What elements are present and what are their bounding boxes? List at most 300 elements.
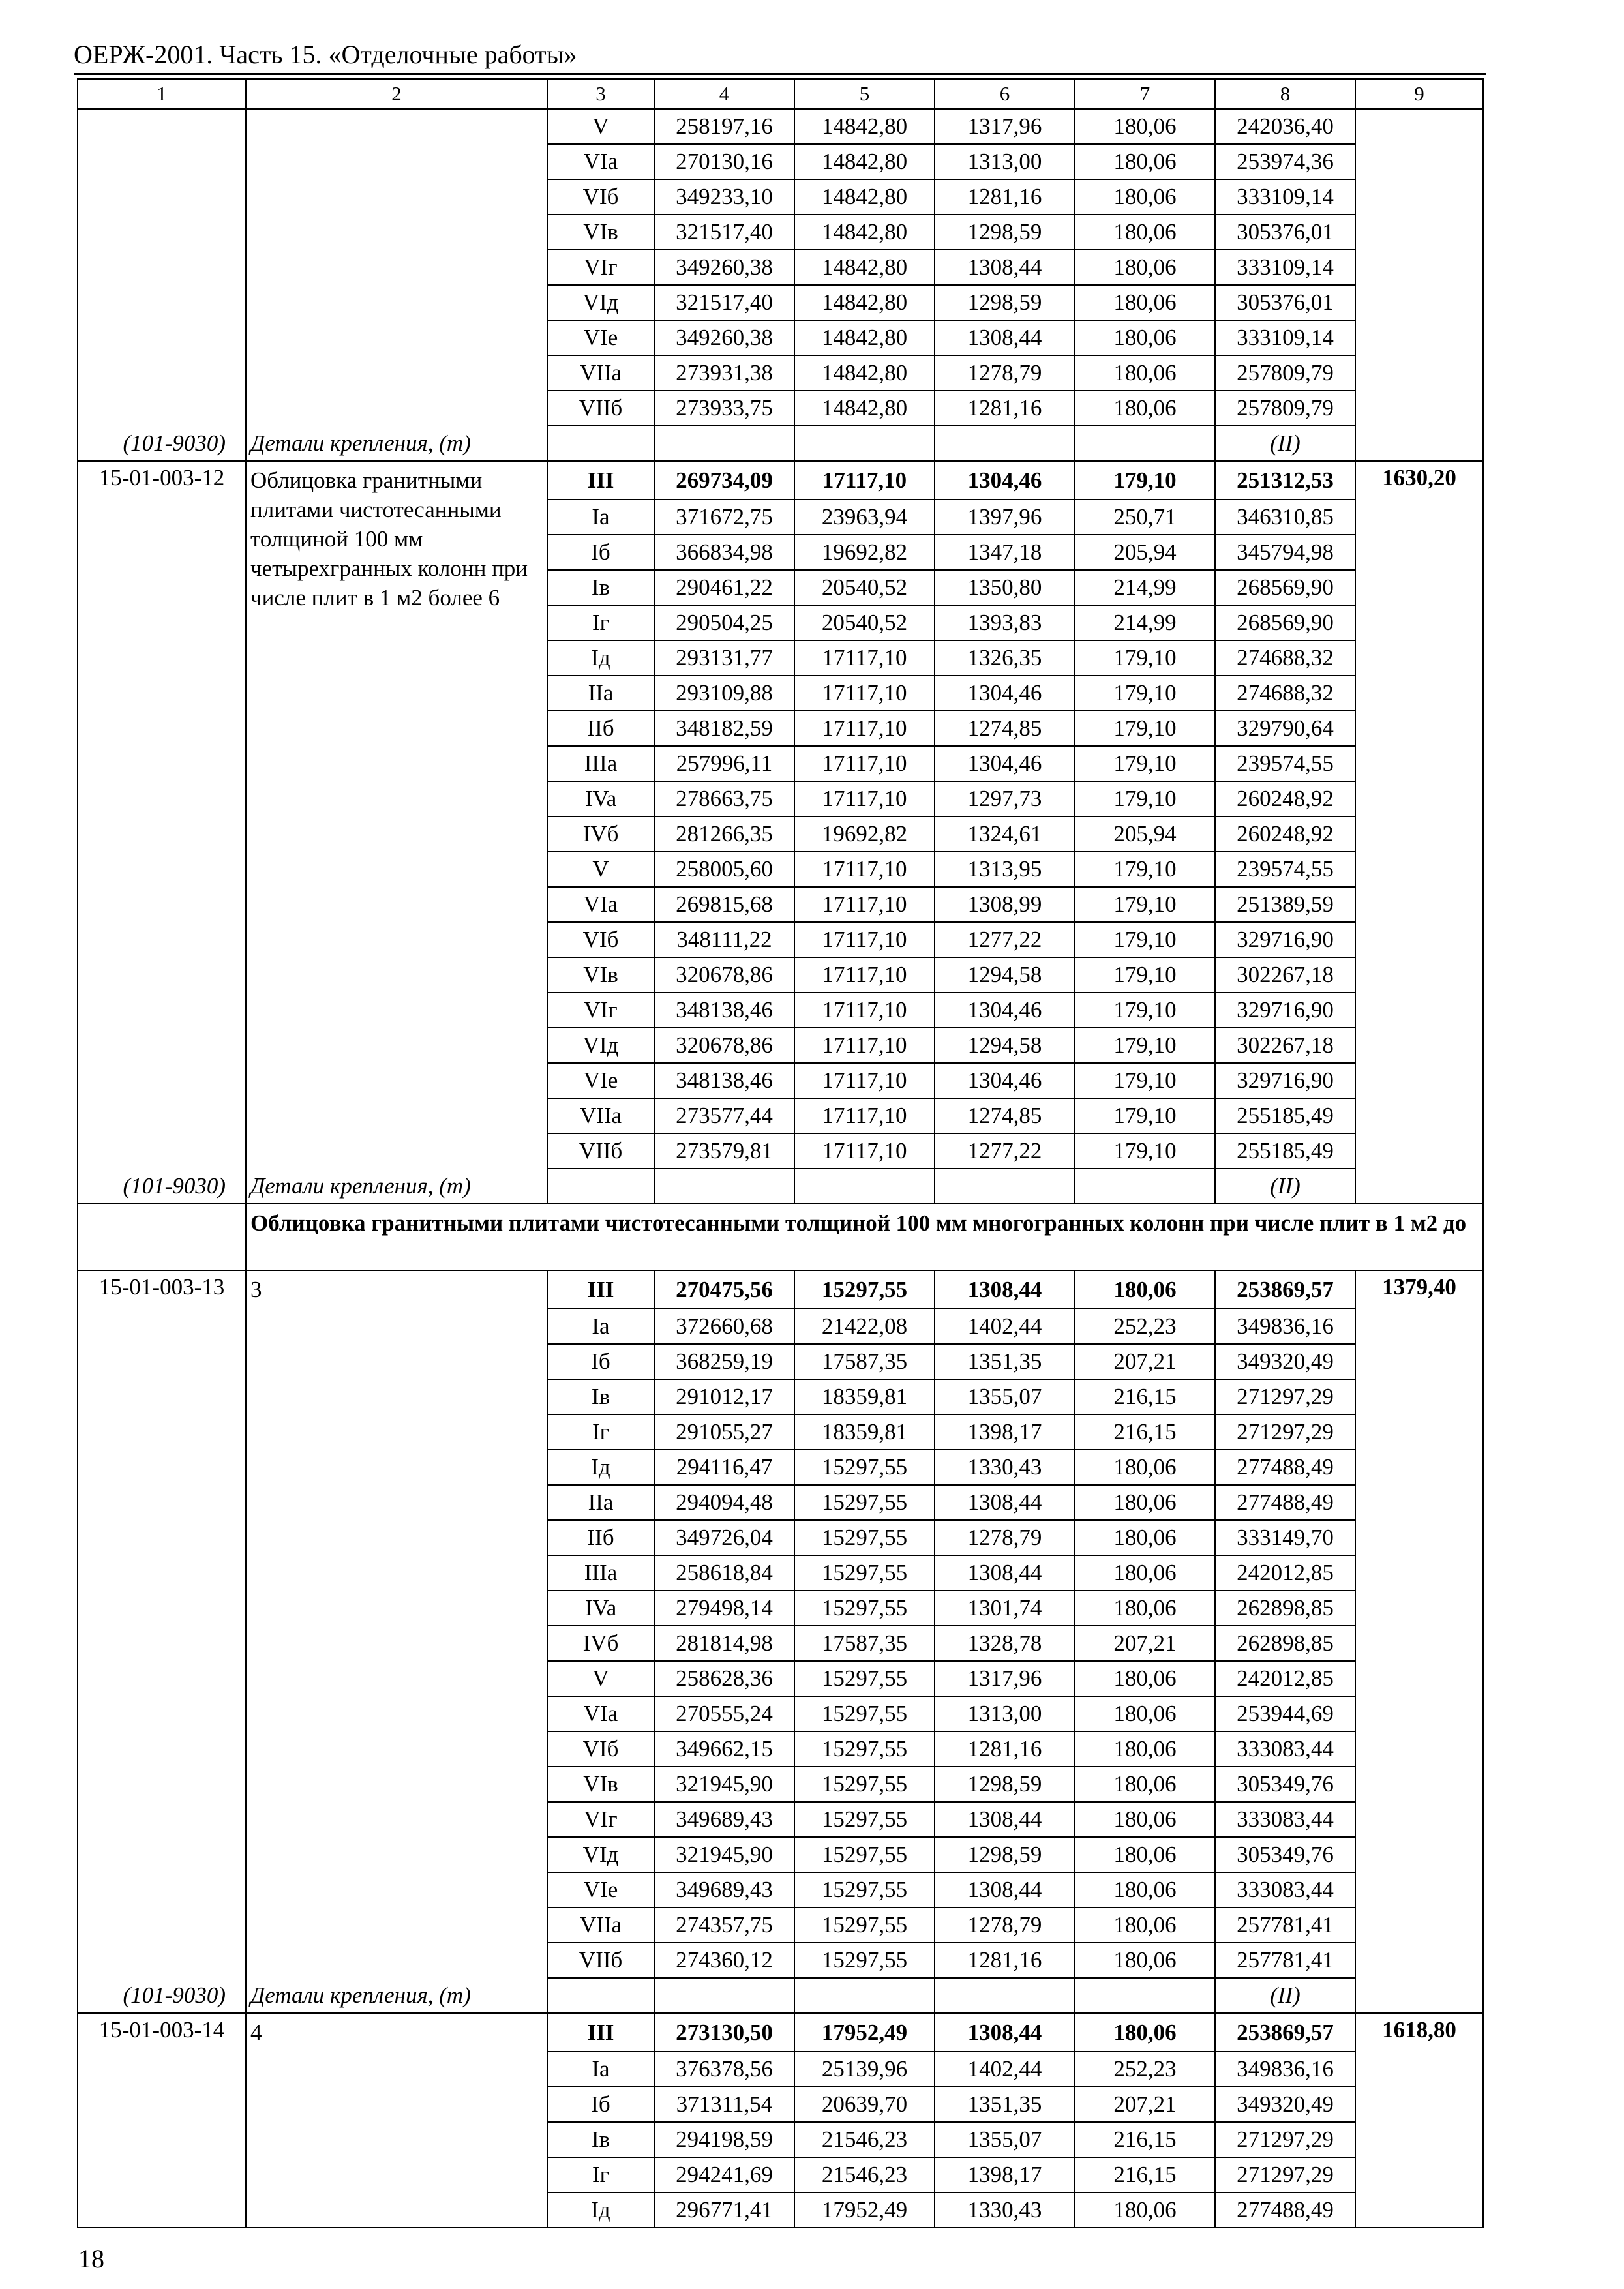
value-cell: 180,06 bbox=[1075, 144, 1215, 179]
zone-label: Iд bbox=[547, 640, 654, 676]
code-cell bbox=[78, 993, 246, 1028]
code-cell bbox=[78, 2052, 246, 2087]
table-row bbox=[78, 711, 1483, 746]
total-cell bbox=[1355, 1837, 1483, 1872]
empty-cell bbox=[794, 1169, 935, 1204]
value-cell: 15297,55 bbox=[794, 1802, 935, 1837]
value-cell: 251389,59 bbox=[1215, 887, 1355, 922]
zone-label: VIa bbox=[547, 887, 654, 922]
value-cell: 1398,17 bbox=[935, 2157, 1075, 2192]
table-row bbox=[78, 993, 1483, 1028]
code-cell bbox=[78, 535, 246, 570]
value-cell: 242012,85 bbox=[1215, 1661, 1355, 1696]
name-cell bbox=[246, 215, 547, 250]
table-row bbox=[78, 144, 1483, 179]
value-cell: 1294,58 bbox=[935, 1028, 1075, 1063]
empty-cell bbox=[547, 426, 654, 461]
value-cell: 271297,29 bbox=[1215, 1414, 1355, 1450]
code-cell bbox=[78, 1309, 246, 1344]
zone-label: VIIб bbox=[547, 1133, 654, 1169]
value-cell: 17117,10 bbox=[794, 993, 935, 1028]
column-header: 2 bbox=[246, 79, 547, 109]
code-cell bbox=[78, 746, 246, 781]
total-cell bbox=[1355, 993, 1483, 1028]
total-cell bbox=[1355, 1696, 1483, 1731]
value-cell: 17952,49 bbox=[794, 2013, 935, 2052]
fixings-unit: (II) bbox=[1215, 426, 1355, 461]
name-cell bbox=[246, 1309, 547, 1344]
zone-label: IIa bbox=[547, 1485, 654, 1520]
value-cell: 1355,07 bbox=[935, 2122, 1075, 2157]
total-cell bbox=[1355, 1908, 1483, 1943]
code-cell bbox=[78, 605, 246, 640]
total-cell bbox=[1355, 605, 1483, 640]
empty-cell bbox=[1355, 1169, 1483, 1204]
value-cell: 1298,59 bbox=[935, 1767, 1075, 1802]
value-cell: 180,06 bbox=[1075, 2013, 1215, 2052]
code-cell bbox=[78, 1450, 246, 1485]
value-cell: 15297,55 bbox=[794, 1872, 935, 1908]
table-row bbox=[78, 109, 1483, 144]
value-cell: 345794,98 bbox=[1215, 535, 1355, 570]
value-cell: 366834,98 bbox=[654, 535, 794, 570]
column-header: 3 bbox=[547, 79, 654, 109]
name-cell bbox=[246, 781, 547, 816]
value-cell: 17117,10 bbox=[794, 640, 935, 676]
value-cell: 1281,16 bbox=[935, 1943, 1075, 1978]
zone-label: VIIa bbox=[547, 355, 654, 391]
name-cell bbox=[246, 640, 547, 676]
code-cell bbox=[78, 922, 246, 957]
document-header: ОЕРЖ-2001. Часть 15. «Отделочные работы» bbox=[74, 40, 577, 69]
value-cell: 19692,82 bbox=[794, 816, 935, 852]
value-cell: 269734,09 bbox=[654, 461, 794, 500]
zone-label: VIг bbox=[547, 1802, 654, 1837]
table-row bbox=[78, 1520, 1483, 1555]
value-cell: 180,06 bbox=[1075, 2192, 1215, 2228]
value-cell: 25139,96 bbox=[794, 2052, 935, 2087]
value-cell: 274688,32 bbox=[1215, 676, 1355, 711]
value-cell: 1351,35 bbox=[935, 1344, 1075, 1379]
value-cell: 371311,54 bbox=[654, 2087, 794, 2122]
value-cell: 1304,46 bbox=[935, 676, 1075, 711]
code-cell bbox=[78, 1802, 246, 1837]
value-cell: 179,10 bbox=[1075, 461, 1215, 500]
value-cell: 1308,99 bbox=[935, 887, 1075, 922]
value-cell: 1398,17 bbox=[935, 1414, 1075, 1450]
total-cell bbox=[1355, 2192, 1483, 2228]
value-cell: 262898,85 bbox=[1215, 1591, 1355, 1626]
table-row bbox=[78, 320, 1483, 355]
value-cell: 274360,12 bbox=[654, 1943, 794, 1978]
total-cell bbox=[1355, 179, 1483, 215]
table-row bbox=[78, 1591, 1483, 1626]
name-cell bbox=[246, 1344, 547, 1379]
name-cell bbox=[246, 355, 547, 391]
value-cell: 257809,79 bbox=[1215, 391, 1355, 426]
total-cell bbox=[1355, 2087, 1483, 2122]
total-cell bbox=[1355, 1802, 1483, 1837]
name-cell bbox=[246, 1028, 547, 1063]
zone-label: Iг bbox=[547, 1414, 654, 1450]
total-cell bbox=[1355, 1485, 1483, 1520]
code-cell bbox=[78, 1943, 246, 1978]
value-cell: 1277,22 bbox=[935, 922, 1075, 957]
column-header: 9 bbox=[1355, 79, 1483, 109]
table-row bbox=[78, 2087, 1483, 2122]
value-cell: 274688,32 bbox=[1215, 640, 1355, 676]
value-cell: 1330,43 bbox=[935, 1450, 1075, 1485]
fixings-unit: (II) bbox=[1215, 1169, 1355, 1204]
value-cell: 273577,44 bbox=[654, 1098, 794, 1133]
value-cell: 321517,40 bbox=[654, 215, 794, 250]
value-cell: 17117,10 bbox=[794, 1133, 935, 1169]
total-cell bbox=[1355, 852, 1483, 887]
empty-cell bbox=[547, 1978, 654, 2013]
value-cell: 15297,55 bbox=[794, 1591, 935, 1626]
zone-label: Ia bbox=[547, 2052, 654, 2087]
name-cell bbox=[246, 320, 547, 355]
name-cell bbox=[246, 1485, 547, 1520]
name-cell bbox=[246, 179, 547, 215]
value-cell: 1281,16 bbox=[935, 1731, 1075, 1767]
value-cell: 179,10 bbox=[1075, 852, 1215, 887]
code-cell bbox=[78, 1520, 246, 1555]
value-cell: 320678,86 bbox=[654, 957, 794, 993]
value-cell: 1278,79 bbox=[935, 355, 1075, 391]
code-cell bbox=[78, 1028, 246, 1063]
zone-label: IIIa bbox=[547, 1555, 654, 1591]
value-cell: 242012,85 bbox=[1215, 1555, 1355, 1591]
total-cell bbox=[1355, 1520, 1483, 1555]
table-row bbox=[78, 355, 1483, 391]
value-cell: 15297,55 bbox=[794, 1270, 935, 1309]
zone-label: VIд bbox=[547, 1837, 654, 1872]
value-cell: 349662,15 bbox=[654, 1731, 794, 1767]
name-cell bbox=[246, 2157, 547, 2192]
value-cell: 260248,92 bbox=[1215, 781, 1355, 816]
name-cell bbox=[246, 1908, 547, 1943]
total-cell bbox=[1355, 1731, 1483, 1767]
table-row bbox=[78, 1098, 1483, 1133]
empty-cell bbox=[935, 426, 1075, 461]
total-cell bbox=[1355, 781, 1483, 816]
value-cell: 271297,29 bbox=[1215, 1379, 1355, 1414]
value-cell: 250,71 bbox=[1075, 500, 1215, 535]
value-cell: 180,06 bbox=[1075, 391, 1215, 426]
value-cell: 1308,44 bbox=[935, 1555, 1075, 1591]
total-cell bbox=[1355, 250, 1483, 285]
value-cell: 1324,61 bbox=[935, 816, 1075, 852]
value-cell: 268569,90 bbox=[1215, 570, 1355, 605]
table-row bbox=[78, 1270, 1483, 1309]
code-cell bbox=[78, 1591, 246, 1626]
value-cell: 348111,22 bbox=[654, 922, 794, 957]
value-cell: 180,06 bbox=[1075, 250, 1215, 285]
code-cell bbox=[78, 285, 246, 320]
zone-label: VIIб bbox=[547, 391, 654, 426]
name-cell bbox=[246, 1520, 547, 1555]
code-cell bbox=[78, 250, 246, 285]
value-cell: 321517,40 bbox=[654, 285, 794, 320]
name-cell bbox=[246, 2122, 547, 2157]
value-cell: 21546,23 bbox=[794, 2157, 935, 2192]
value-cell: 290504,25 bbox=[654, 605, 794, 640]
value-cell: 349260,38 bbox=[654, 320, 794, 355]
value-cell: 216,15 bbox=[1075, 1379, 1215, 1414]
total-cell bbox=[1355, 1872, 1483, 1908]
name-cell bbox=[246, 1098, 547, 1133]
table-row bbox=[78, 887, 1483, 922]
zone-label: VIб bbox=[547, 1731, 654, 1767]
total-cell bbox=[1355, 676, 1483, 711]
item-name: Облицовка гранитными плитами чистотесанными толщиной 100 мм четырехгранных колонн при числе плит в 1 м2 более 6 bbox=[246, 461, 547, 640]
total-cell bbox=[1355, 320, 1483, 355]
zone-label: IVб bbox=[547, 1626, 654, 1661]
empty-cell bbox=[935, 1978, 1075, 2013]
name-cell bbox=[246, 852, 547, 887]
value-cell: 1313,00 bbox=[935, 144, 1075, 179]
zone-label: Iв bbox=[547, 2122, 654, 2157]
section-title: Облицовка гранитными плитами чистотесанными толщиной 100 мм многогранных колонн при числе плит в 1 м2 до bbox=[246, 1204, 1483, 1270]
code-cell bbox=[78, 355, 246, 391]
table-row bbox=[78, 2192, 1483, 2228]
table-row bbox=[78, 676, 1483, 711]
value-cell: 1402,44 bbox=[935, 2052, 1075, 2087]
zone-label: IIIa bbox=[547, 746, 654, 781]
value-cell: 368259,19 bbox=[654, 1344, 794, 1379]
table-row bbox=[78, 1837, 1483, 1872]
column-header: 5 bbox=[794, 79, 935, 109]
total-cell bbox=[1355, 2157, 1483, 2192]
value-cell: 180,06 bbox=[1075, 1837, 1215, 1872]
value-cell: 321945,90 bbox=[654, 1767, 794, 1802]
value-cell: 349836,16 bbox=[1215, 1309, 1355, 1344]
value-cell: 18359,81 bbox=[794, 1414, 935, 1450]
zone-label: V bbox=[547, 852, 654, 887]
table-row bbox=[78, 1485, 1483, 1520]
value-cell: 180,06 bbox=[1075, 1661, 1215, 1696]
code-cell bbox=[78, 109, 246, 144]
value-cell: 15297,55 bbox=[794, 1731, 935, 1767]
value-cell: 207,21 bbox=[1075, 1626, 1215, 1661]
table-row bbox=[78, 1450, 1483, 1485]
value-cell: 1308,44 bbox=[935, 2013, 1075, 2052]
value-cell: 1274,85 bbox=[935, 711, 1075, 746]
value-cell: 179,10 bbox=[1075, 1028, 1215, 1063]
total-cell bbox=[1355, 640, 1483, 676]
value-cell: 14842,80 bbox=[794, 109, 935, 144]
empty-cell bbox=[1355, 1978, 1483, 2013]
value-cell: 278663,75 bbox=[654, 781, 794, 816]
value-cell: 1328,78 bbox=[935, 1626, 1075, 1661]
table-row bbox=[78, 1028, 1483, 1063]
total-cell bbox=[1355, 535, 1483, 570]
zone-label: VIд bbox=[547, 1028, 654, 1063]
value-cell: 180,06 bbox=[1075, 1943, 1215, 1978]
value-cell: 273931,38 bbox=[654, 355, 794, 391]
zone-label: Iд bbox=[547, 1450, 654, 1485]
value-cell: 180,06 bbox=[1075, 320, 1215, 355]
zone-label: Iв bbox=[547, 1379, 654, 1414]
value-cell: 14842,80 bbox=[794, 355, 935, 391]
value-cell: 1304,46 bbox=[935, 461, 1075, 500]
empty-cell bbox=[794, 1978, 935, 2013]
value-cell: 271297,29 bbox=[1215, 2122, 1355, 2157]
zone-label: V bbox=[547, 109, 654, 144]
value-cell: 251312,53 bbox=[1215, 461, 1355, 500]
value-cell: 333109,14 bbox=[1215, 320, 1355, 355]
name-cell bbox=[246, 1379, 547, 1414]
value-cell: 252,23 bbox=[1075, 2052, 1215, 2087]
item-name: 4 bbox=[246, 2013, 547, 2052]
value-cell: 293131,77 bbox=[654, 640, 794, 676]
name-cell bbox=[246, 1555, 547, 1591]
fixings-label: Детали крепления, (т) bbox=[246, 1978, 547, 2013]
zone-label: Iб bbox=[547, 1344, 654, 1379]
name-cell bbox=[246, 1943, 547, 1978]
value-cell: 1313,95 bbox=[935, 852, 1075, 887]
code-cell bbox=[78, 1555, 246, 1591]
zone-label: VIIa bbox=[547, 1908, 654, 1943]
value-cell: 15297,55 bbox=[794, 1696, 935, 1731]
total-cell bbox=[1355, 1450, 1483, 1485]
zone-label: Iб bbox=[547, 2087, 654, 2122]
table-row bbox=[78, 391, 1483, 426]
code-cell bbox=[78, 2157, 246, 2192]
value-cell: 349836,16 bbox=[1215, 2052, 1355, 2087]
value-cell: 239574,55 bbox=[1215, 852, 1355, 887]
value-cell: 17117,10 bbox=[794, 1098, 935, 1133]
value-cell: 17117,10 bbox=[794, 676, 935, 711]
value-cell: 1298,59 bbox=[935, 1837, 1075, 1872]
value-cell: 239574,55 bbox=[1215, 746, 1355, 781]
table-row bbox=[78, 1063, 1483, 1098]
zone-label: VIв bbox=[547, 215, 654, 250]
table-row bbox=[78, 2157, 1483, 2192]
name-cell bbox=[246, 391, 547, 426]
value-cell: 15297,55 bbox=[794, 1908, 935, 1943]
code-cell bbox=[78, 1626, 246, 1661]
value-cell: 1281,16 bbox=[935, 391, 1075, 426]
code-cell bbox=[78, 1344, 246, 1379]
value-cell: 180,06 bbox=[1075, 215, 1215, 250]
total-cell bbox=[1355, 1943, 1483, 1978]
table-row bbox=[78, 1872, 1483, 1908]
zone-label: Iд bbox=[547, 2192, 654, 2228]
code-cell bbox=[78, 957, 246, 993]
value-cell: 277488,49 bbox=[1215, 1485, 1355, 1520]
value-cell: 18359,81 bbox=[794, 1379, 935, 1414]
name-cell bbox=[246, 816, 547, 852]
value-cell: 1317,96 bbox=[935, 1661, 1075, 1696]
value-cell: 180,06 bbox=[1075, 179, 1215, 215]
name-cell bbox=[246, 922, 547, 957]
code-cell bbox=[78, 1696, 246, 1731]
zone-label: VIa bbox=[547, 1696, 654, 1731]
name-cell bbox=[246, 109, 547, 144]
value-cell: 23963,94 bbox=[794, 500, 935, 535]
total-cell bbox=[1355, 1133, 1483, 1169]
value-cell: 179,10 bbox=[1075, 711, 1215, 746]
value-cell: 1298,59 bbox=[935, 285, 1075, 320]
zone-label: VIе bbox=[547, 1872, 654, 1908]
value-cell: 207,21 bbox=[1075, 1344, 1215, 1379]
value-cell: 349689,43 bbox=[654, 1802, 794, 1837]
total-cell bbox=[1355, 285, 1483, 320]
value-cell: 1298,59 bbox=[935, 215, 1075, 250]
table-row bbox=[78, 1661, 1483, 1696]
empty-cell bbox=[1355, 426, 1483, 461]
value-cell: 1304,46 bbox=[935, 746, 1075, 781]
value-cell: 269815,68 bbox=[654, 887, 794, 922]
value-cell: 17117,10 bbox=[794, 461, 935, 500]
code-cell bbox=[78, 1908, 246, 1943]
value-cell: 329716,90 bbox=[1215, 1063, 1355, 1098]
value-cell: 274357,75 bbox=[654, 1908, 794, 1943]
value-cell: 279498,14 bbox=[654, 1591, 794, 1626]
total-cell bbox=[1355, 1414, 1483, 1450]
value-cell: 270555,24 bbox=[654, 1696, 794, 1731]
zone-label: IIб bbox=[547, 1520, 654, 1555]
name-cell bbox=[246, 2192, 547, 2228]
total-cell bbox=[1355, 2122, 1483, 2157]
value-cell: 15297,55 bbox=[794, 1943, 935, 1978]
item-name: 3 bbox=[246, 1270, 547, 1309]
zone-label: Iв bbox=[547, 570, 654, 605]
table-row bbox=[78, 215, 1483, 250]
value-cell: 333083,44 bbox=[1215, 1872, 1355, 1908]
value-cell: 277488,49 bbox=[1215, 2192, 1355, 2228]
value-cell: 17952,49 bbox=[794, 2192, 935, 2228]
value-cell: 216,15 bbox=[1075, 2157, 1215, 2192]
value-cell: 21422,08 bbox=[794, 1309, 935, 1344]
value-cell: 20540,52 bbox=[794, 570, 935, 605]
name-cell bbox=[246, 957, 547, 993]
zone-label: VIе bbox=[547, 320, 654, 355]
empty-cell bbox=[1075, 1169, 1215, 1204]
name-cell bbox=[246, 144, 547, 179]
value-cell: 179,10 bbox=[1075, 993, 1215, 1028]
column-header: 1 bbox=[78, 79, 246, 109]
value-cell: 180,06 bbox=[1075, 285, 1215, 320]
table-row bbox=[78, 1414, 1483, 1450]
value-cell: 273579,81 bbox=[654, 1133, 794, 1169]
value-cell: 15297,55 bbox=[794, 1450, 935, 1485]
value-cell: 180,06 bbox=[1075, 355, 1215, 391]
value-cell: 15297,55 bbox=[794, 1837, 935, 1872]
code-cell bbox=[78, 1414, 246, 1450]
value-cell: 305376,01 bbox=[1215, 215, 1355, 250]
table-row bbox=[78, 1344, 1483, 1379]
total-cell bbox=[1355, 1344, 1483, 1379]
value-cell: 273130,50 bbox=[654, 2013, 794, 2052]
code-cell bbox=[78, 1767, 246, 1802]
column-header: 4 bbox=[654, 79, 794, 109]
empty-cell bbox=[547, 1169, 654, 1204]
total-cell bbox=[1355, 144, 1483, 179]
total-cell bbox=[1355, 2052, 1483, 2087]
item-code: 15-01-003-13 bbox=[78, 1270, 246, 1309]
code-cell bbox=[78, 816, 246, 852]
name-cell bbox=[246, 1767, 547, 1802]
name-cell bbox=[246, 1837, 547, 1872]
empty-cell bbox=[78, 1204, 246, 1270]
value-cell: 1274,85 bbox=[935, 1098, 1075, 1133]
value-cell: 349260,38 bbox=[654, 250, 794, 285]
value-cell: 17117,10 bbox=[794, 852, 935, 887]
zone-label: IIб bbox=[547, 711, 654, 746]
